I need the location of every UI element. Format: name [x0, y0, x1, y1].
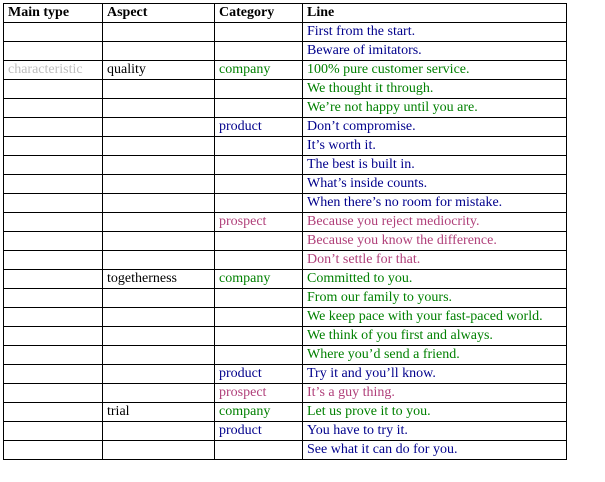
- cell-line: Because you reject mediocrity.: [303, 213, 567, 232]
- header-main-type: Main type: [4, 4, 103, 23]
- cell-main-type: characteristic: [4, 61, 103, 80]
- table-row: [4, 42, 567, 61]
- cell-category: product: [215, 422, 303, 441]
- cell-category: [215, 42, 303, 61]
- cell-category: company: [215, 270, 303, 289]
- cell-line: See what it can do for you.: [303, 441, 567, 460]
- cell-main-type: [4, 156, 103, 175]
- table-row: [4, 156, 567, 175]
- cell-main-type: [4, 194, 103, 213]
- cell-main-type: [4, 137, 103, 156]
- table-row: [4, 194, 567, 213]
- table-row: [4, 213, 567, 232]
- cell-main-type: [4, 175, 103, 194]
- table-row: [4, 175, 567, 194]
- cell-main-type: [4, 213, 103, 232]
- cell-aspect: [103, 213, 215, 232]
- table-row: [4, 80, 567, 99]
- cell-main-type: [4, 251, 103, 270]
- cell-category: [215, 232, 303, 251]
- cell-aspect: [103, 156, 215, 175]
- cell-aspect: [103, 137, 215, 156]
- cell-category: [215, 23, 303, 42]
- cell-line: From our family to yours.: [303, 289, 567, 308]
- cell-line: We’re not happy until you are.: [303, 99, 567, 118]
- cell-aspect: togetherness: [103, 270, 215, 289]
- table-row: [4, 441, 567, 460]
- header-row: [4, 4, 567, 23]
- cell-aspect: [103, 175, 215, 194]
- cell-category: [215, 251, 303, 270]
- cell-category: company: [215, 61, 303, 80]
- cell-aspect: [103, 422, 215, 441]
- cell-category: product: [215, 118, 303, 137]
- table-row: [4, 118, 567, 137]
- cell-aspect: [103, 365, 215, 384]
- cell-line: First from the start.: [303, 23, 567, 42]
- cell-aspect: [103, 42, 215, 61]
- cell-aspect: [103, 23, 215, 42]
- cell-line: We keep pace with your fast-paced world.: [303, 308, 567, 327]
- cell-category: [215, 327, 303, 346]
- cell-main-type: [4, 289, 103, 308]
- cell-aspect: [103, 289, 215, 308]
- cell-main-type: [4, 42, 103, 61]
- cell-main-type: [4, 327, 103, 346]
- cell-category: [215, 346, 303, 365]
- cell-aspect: [103, 346, 215, 365]
- cell-line: Because you know the difference.: [303, 232, 567, 251]
- cell-line: It’s worth it.: [303, 137, 567, 156]
- table-row: [4, 365, 567, 384]
- cell-category: [215, 289, 303, 308]
- table-row: [4, 346, 567, 365]
- table-row: [4, 384, 567, 403]
- cell-line: Let us prove it to you.: [303, 403, 567, 422]
- cell-line: Don’t compromise.: [303, 118, 567, 137]
- table-body: [4, 23, 567, 460]
- cell-aspect: [103, 308, 215, 327]
- cell-category: product: [215, 365, 303, 384]
- cell-category: prospect: [215, 384, 303, 403]
- cell-aspect: [103, 384, 215, 403]
- cell-category: [215, 80, 303, 99]
- cell-main-type: [4, 346, 103, 365]
- header-aspect: Aspect: [103, 4, 215, 23]
- cell-category: [215, 99, 303, 118]
- table-row: [4, 137, 567, 156]
- cell-line: We thought it through.: [303, 80, 567, 99]
- cell-aspect: quality: [103, 61, 215, 80]
- cell-main-type: [4, 118, 103, 137]
- table-row: [4, 422, 567, 441]
- cell-line: We think of you first and always.: [303, 327, 567, 346]
- table-row: [4, 308, 567, 327]
- table-header: [4, 4, 567, 23]
- table-row: [4, 270, 567, 289]
- cell-line: Where you’d send a friend.: [303, 346, 567, 365]
- cell-line: Beware of imitators.: [303, 42, 567, 61]
- cell-aspect: [103, 80, 215, 99]
- cell-category: [215, 175, 303, 194]
- table-row: [4, 289, 567, 308]
- cell-category: [215, 156, 303, 175]
- cell-category: [215, 441, 303, 460]
- cell-main-type: [4, 270, 103, 289]
- cell-main-type: [4, 99, 103, 118]
- cell-category: [215, 194, 303, 213]
- cell-aspect: [103, 99, 215, 118]
- cell-main-type: [4, 232, 103, 251]
- cell-line: The best is built in.: [303, 156, 567, 175]
- cell-main-type: [4, 422, 103, 441]
- cell-line: Don’t settle for that.: [303, 251, 567, 270]
- cell-aspect: [103, 441, 215, 460]
- cell-main-type: [4, 441, 103, 460]
- table-row: [4, 61, 567, 80]
- table-row: [4, 403, 567, 422]
- cell-line: Try it and you’ll know.: [303, 365, 567, 384]
- cell-main-type: [4, 80, 103, 99]
- cell-aspect: [103, 118, 215, 137]
- cell-category: prospect: [215, 213, 303, 232]
- cell-aspect: trial: [103, 403, 215, 422]
- table-row: [4, 327, 567, 346]
- cell-line: What’s inside counts.: [303, 175, 567, 194]
- cell-line: Committed to you.: [303, 270, 567, 289]
- cell-main-type: [4, 308, 103, 327]
- table-row: [4, 251, 567, 270]
- header-line: Line: [303, 4, 567, 23]
- cell-category: [215, 137, 303, 156]
- table-row: [4, 23, 567, 42]
- cell-category: [215, 308, 303, 327]
- cell-main-type: [4, 23, 103, 42]
- table-row: [4, 232, 567, 251]
- table-row: [4, 99, 567, 118]
- cell-aspect: [103, 232, 215, 251]
- slogan-table: [3, 3, 567, 460]
- cell-line: 100% pure customer service.: [303, 61, 567, 80]
- cell-category: company: [215, 403, 303, 422]
- cell-aspect: [103, 251, 215, 270]
- cell-line: When there’s no room for mistake.: [303, 194, 567, 213]
- header-category: Category: [215, 4, 303, 23]
- cell-main-type: [4, 403, 103, 422]
- cell-line: It’s a guy thing.: [303, 384, 567, 403]
- cell-aspect: [103, 327, 215, 346]
- cell-aspect: [103, 194, 215, 213]
- cell-main-type: [4, 365, 103, 384]
- cell-main-type: [4, 384, 103, 403]
- cell-line: You have to try it.: [303, 422, 567, 441]
